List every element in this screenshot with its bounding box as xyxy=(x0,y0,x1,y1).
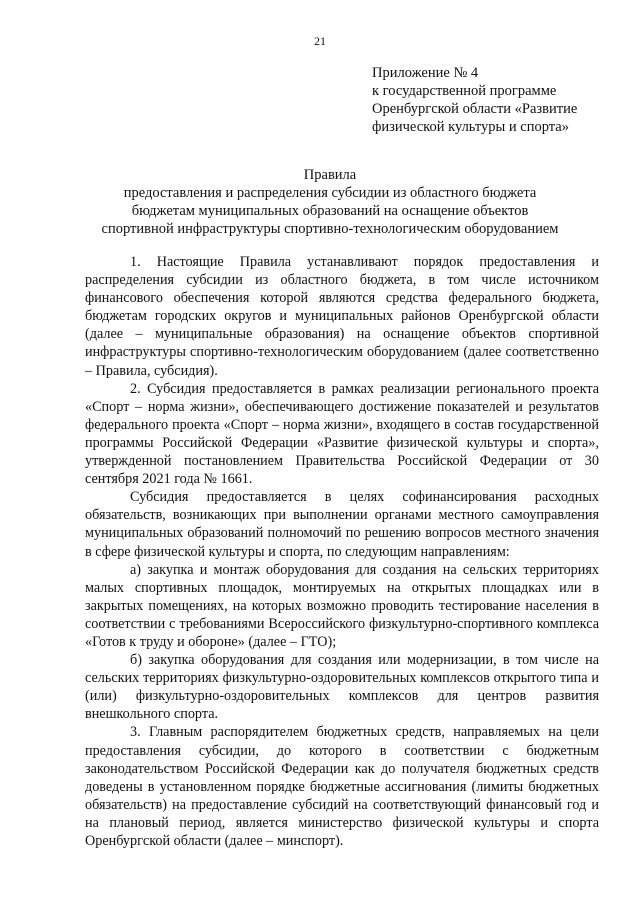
paragraph-item-a: а) закупка и монтаж оборудования для создания на сельских территориях малых спортивных площадок, монтируемых на открытых площадках или в закрытых помещениях, на которых возможно проводить тестирование населения в соответствии с требованиями Всероссийского физкультурно-спортивного комплекса «Готов к труду и обороне» (далее – ГТО); xyxy=(85,561,599,650)
appendix-line: Оренбургской области «Развитие xyxy=(372,101,578,117)
document-body xyxy=(85,253,599,850)
paragraph-1: 1. Настоящие Правила устанавливают порядок предоставления и распределения субсидии из областного бюджета, в том числе источником финансового обеспечения которой являются средства федерального бюджета, бюджетам городских округов и муниципальных районов Оренбургской области (далее – муниципальные образования) на оснащение объектов спортивной инфраструктуры спортивно-технологическим оборудованием (далее соответственно – Правила, субсидия). xyxy=(85,254,599,379)
page-number: 21 xyxy=(314,34,326,48)
title-heading: Правила xyxy=(303,167,357,183)
paragraph-2: 2. Субсидия предоставляется в рамках реализации регионального проекта «Спорт – норма жизни», обеспечивающего достижение показателей и результатов федерального проекта «Спорт – норма жизни», входящего в состав государственной программы Российской Федерации «Развитие физической культуры и спорта», утвержденной постановлением Правительства Российской Федерации от 30 сентября 2021 года № 1661. xyxy=(85,380,599,488)
title-line: бюджетам муниципальных образований на оснащение объектов xyxy=(131,203,529,219)
paragraph-3: 3. Главным распорядителем бюджетных средств, направляемых на цели предоставления субсидии, до которого в соответствии с бюджетным законодательством Российской Федерации как до получателя бюджетных средств доведены в установленном порядке бюджетные ассигнования (лимиты бюджетных обязательств) на предоставление субсидий на соответствующий финансовый год и на плановый период, является министерство физической культуры и спорта Оренбургской области (далее – минспорт). xyxy=(85,724,599,849)
document-title xyxy=(60,166,600,238)
paragraph-2-subsidy-purpose: Субсидия предоставляется в целях софинансирования расходных обязательств, возникающих при выполнении органами местного самоуправления муниципальных образований полномочий по решению вопросов местного значения в сфере физической культуры и спорта, по следующим направлениям: xyxy=(85,489,599,560)
paragraph-item-b: б) закупка оборудования для создания или модернизации, в том числе на сельских территориях физкультурно-оздоровительных комплексов открытого типа и (или) физкультурно-оздоровительных комплексов для центров развития внешкольного спорта. xyxy=(85,652,599,723)
appendix-header xyxy=(372,64,622,136)
appendix-line: к государственной программе xyxy=(372,83,557,99)
appendix-line: физической культуры и спорта» xyxy=(372,119,569,135)
title-line: предоставления и распределения субсидии из областного бюджета xyxy=(123,185,537,201)
title-line: спортивной инфраструктуры спортивно-технологическим оборудованием xyxy=(101,221,559,237)
appendix-line: Приложение № 4 xyxy=(372,65,479,81)
